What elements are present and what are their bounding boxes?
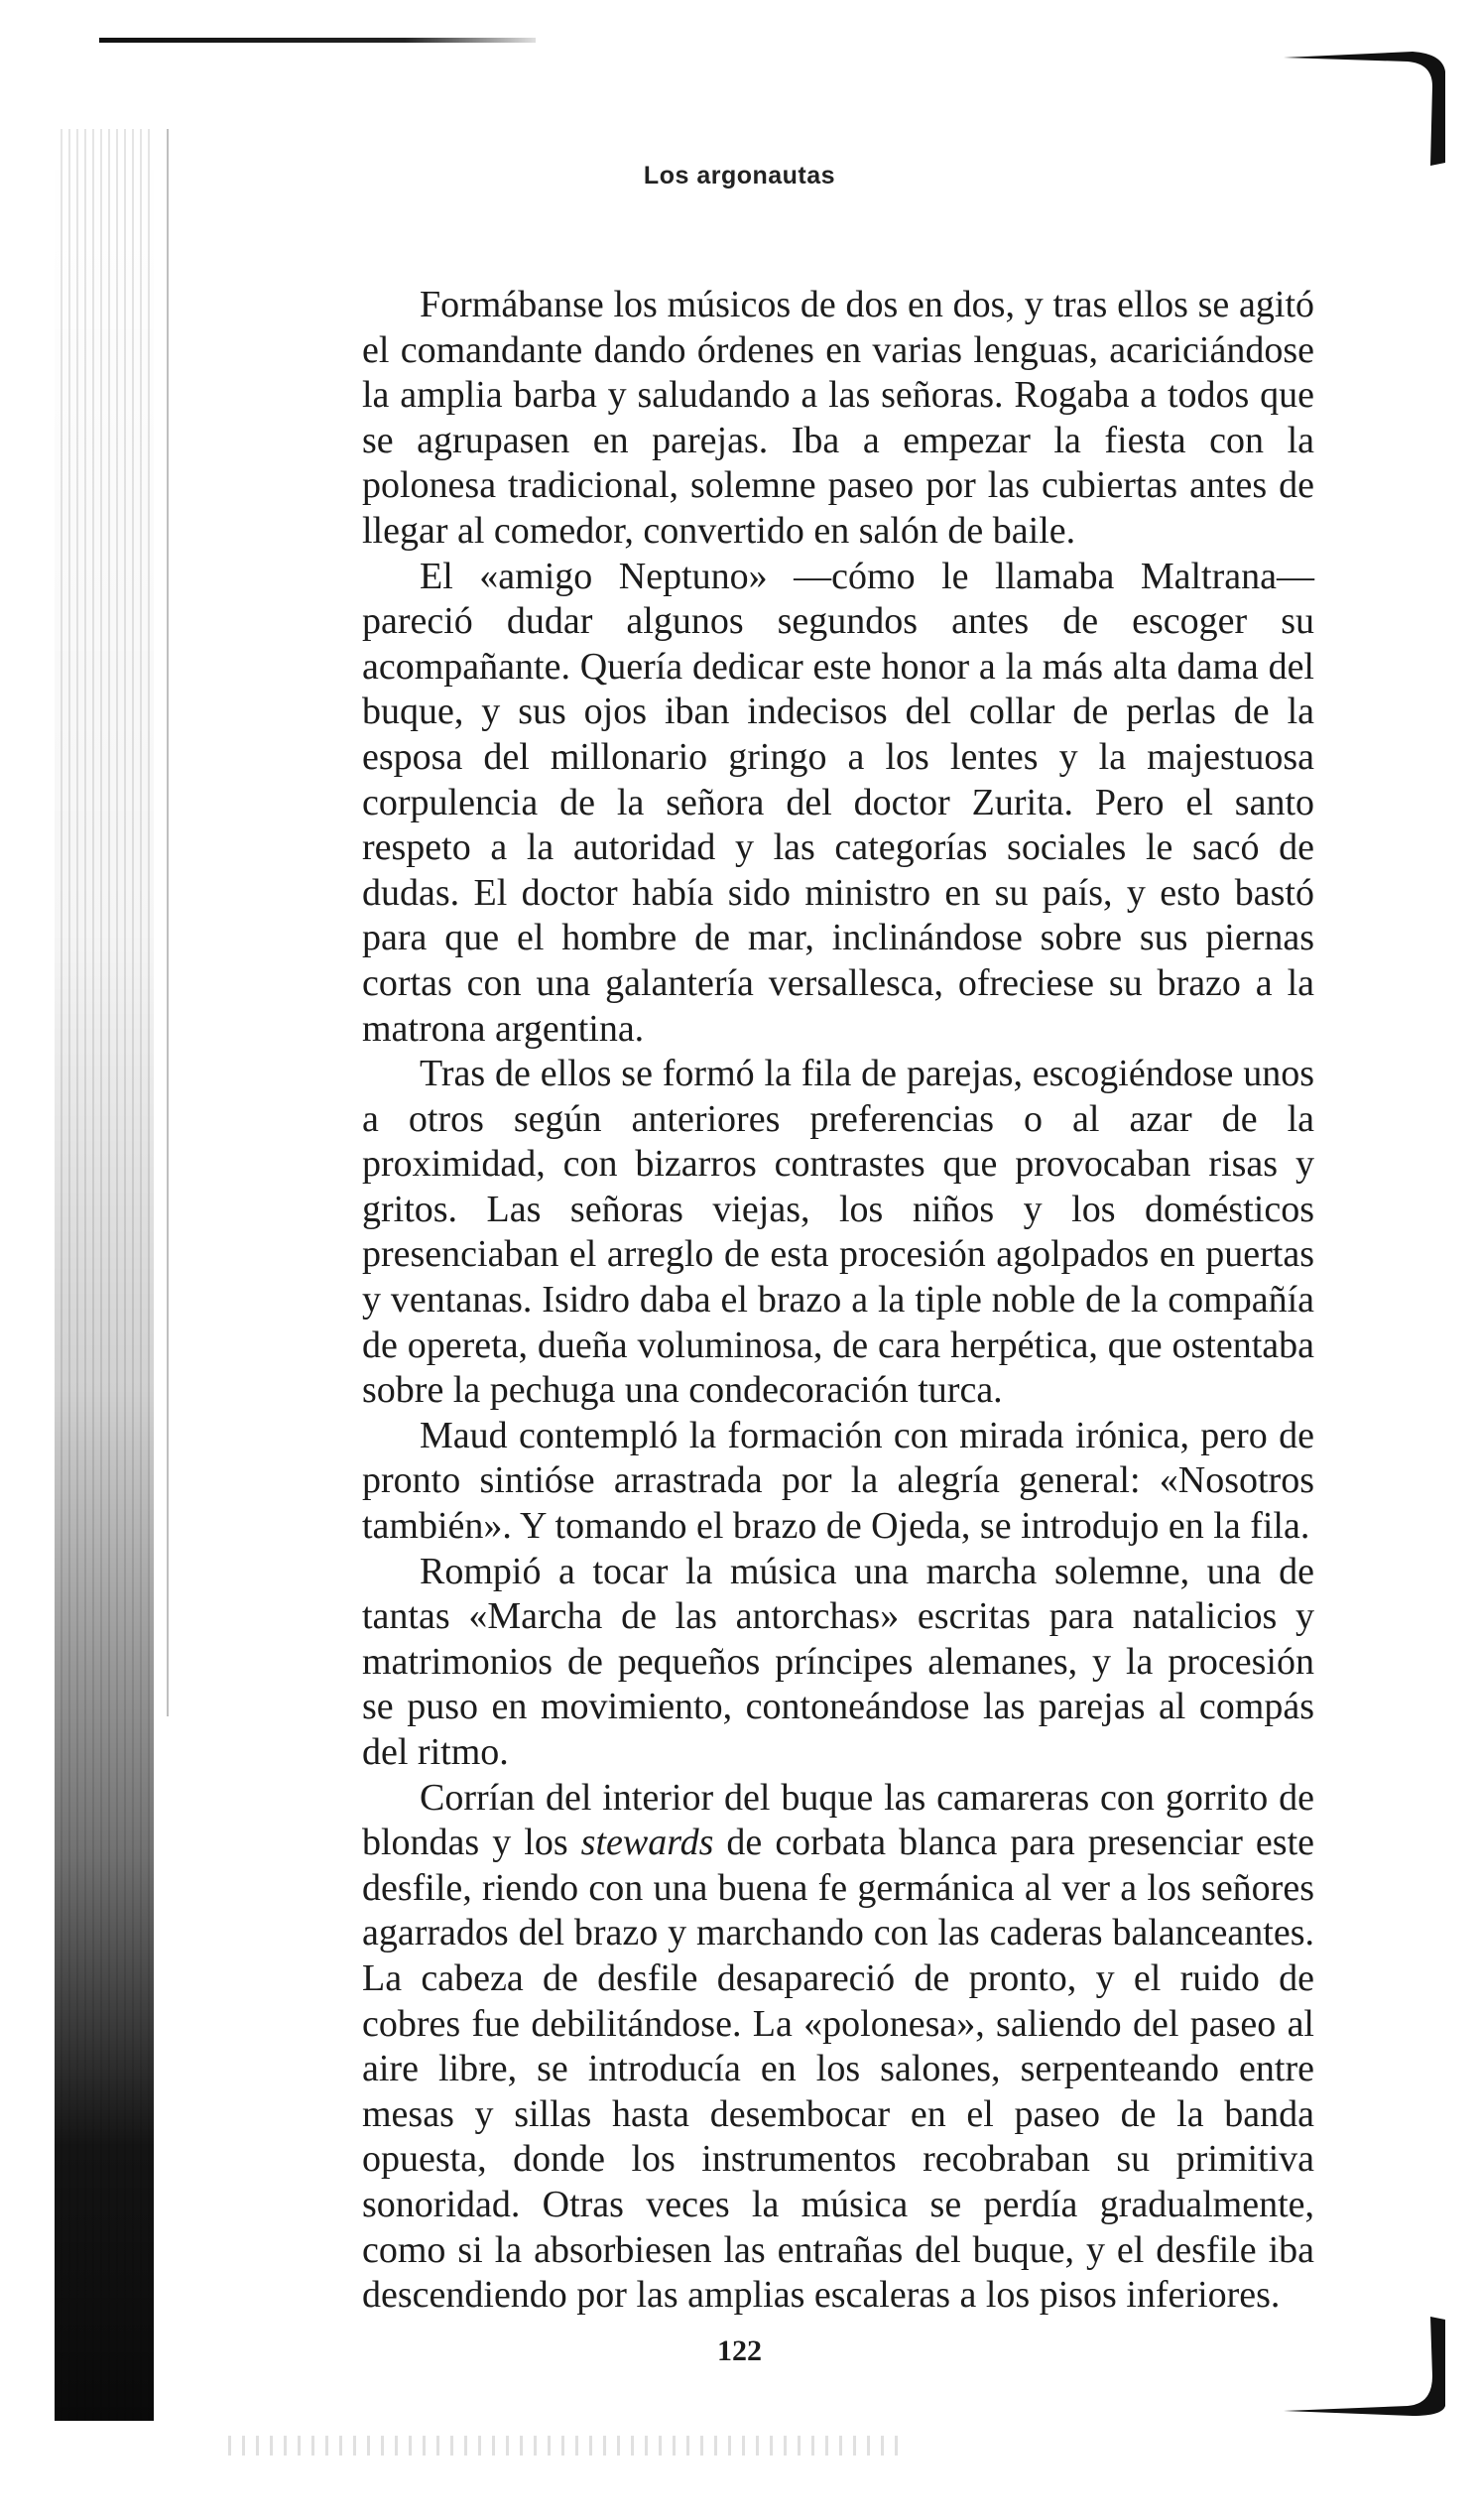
- scan-top-rule: [99, 38, 536, 43]
- scan-binding-shadow: [55, 129, 154, 2421]
- paragraph: Rompió a tocar la música una marcha solemne, una de tantas «Marcha de las antorchas» escritas para natalicios y matrimonios de pequeños príncipes alemanes, y la procesión se puso en movimiento, contoneándose las parejas al compás del ritmo.: [362, 1550, 1314, 1773]
- scan-margin-line: [167, 129, 169, 1716]
- page-number: 122: [717, 2334, 762, 2367]
- paragraph: Formábanse los músicos de dos en dos, y tras ellos se agitó el comandante dando órdenes en varias lenguas, acariciándose la amplia barba y saludando a las señoras. Rogaba a todos que se agrupasen en parejas. Iba a empezar la fiesta con la polonesa tradicional, solemne paseo por las cubiertas antes de llegar al comedor, convertido en salón de baile.: [362, 284, 1314, 552]
- italic-term: stewards: [580, 1822, 714, 1864]
- paragraph: Maud contempló la formación con mirada irónica, pero de pronto sintióse arrastrada por la alegría general: «Nosotros también». Y tomando el brazo de Ojeda, se introdujo en la fila.: [362, 1414, 1314, 1548]
- scan-bleed-through: [228, 2436, 903, 2456]
- paragraph: El «amigo Neptuno» —cómo le llamaba Maltrana— pareció dudar algunos segundos antes de escoger su acompañante. Quería dedicar este honor a la más alta dama del buque, y sus ojos iban indecisos del collar de perlas de la esposa del millonario gringo a los lentes y la majestuosa corpulencia de la señora del doctor Zurita. Pero el santo respeto a la autoridad y las categorías sociales le sacó de dudas. El doctor había sido ministro en su país, y esto bastó para que el hombre de mar, inclinándose sobre sus piernas cortas con una galantería versallesca, ofreciese su brazo a la matrona argentina.: [362, 555, 1314, 1050]
- body-text: [362, 283, 1314, 2319]
- scan-corner-mark-top: [1284, 52, 1447, 166]
- paragraph: Tras de ellos se formó la fila de parejas, escogiéndose unos a otros según anteriores preferencias o al azar de la proximidad, con bizarros contrastes que provocaban risas y gritos. Las señoras viejas, los niños y los domésticos presenciaban el arreglo de esta procesión agolpados en puertas y ventanas. Isidro daba el brazo a la tiple noble de la compañía de opereta, dueña voluminosa, de cara herpética, que ostentaba sobre la pechuga una condecoración turca.: [362, 1053, 1314, 1412]
- paragraph: Corrían del interior del buque las camareras con gorrito de blondas y los stewards de corbata blanca para presenciar este desfile, riendo con una buena fe germánica al ver a los señores agarrados del brazo y marchando con las caderas balanceantes. La cabeza de desfile desapareció de pronto, y el ruido de cobres fue debilitándose. La «polonesa», saliendo del paseo al aire libre, se introducía en los salones, serpenteando entre mesas y sillas hasta desembocar en el paseo de la banda opuesta, donde los instrumentos recobraban su primitiva sonoridad. Otras veces la música se perdía gradualmente, como si la absorbiesen las entrañas del buque, y el desfile iba descendiendo por las amplias escaleras a los pisos inferiores.: [362, 1776, 1314, 2317]
- running-title: Los argonautas: [643, 162, 836, 189]
